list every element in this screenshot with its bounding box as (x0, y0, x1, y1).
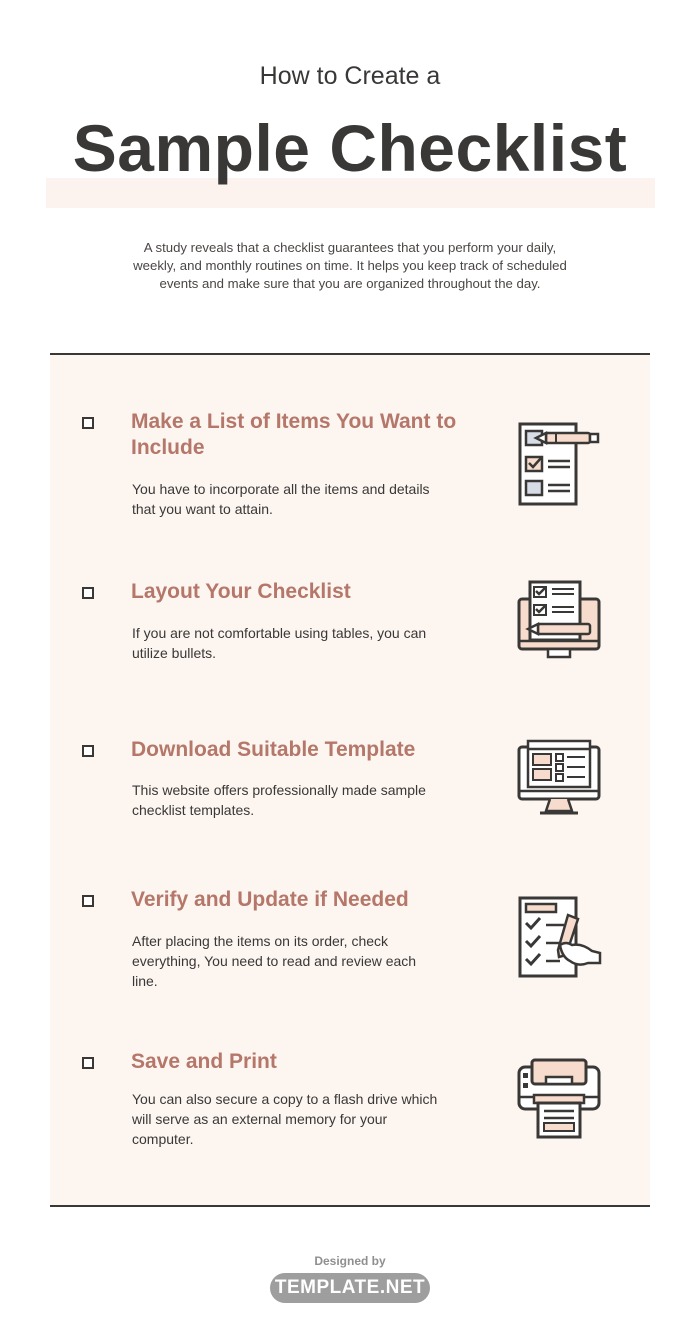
step-text: If you are not comfortable using tables, you can utilize bullets. (132, 625, 427, 661)
step-title: Layout Your Checklist (131, 580, 351, 603)
hand-pen-checklist-icon (516, 895, 602, 981)
step-text: You can also secure a copy to a flash drive which will serve as an external memory for your computer. (132, 1091, 438, 1147)
step-title: Download Suitable Template (131, 738, 416, 761)
monitor-template-icon (516, 737, 602, 823)
step-text: This website offers professionally made sample checklist templates. (132, 782, 426, 818)
checklist-pencil-icon (516, 421, 602, 507)
header-subtitle: How to Create a (259, 62, 441, 90)
step-checkbox[interactable] (82, 587, 94, 599)
step-title: Save and Print (131, 1050, 277, 1073)
printer-icon (516, 1057, 602, 1143)
step-title: Verify and Update if Needed (131, 888, 409, 911)
step-text: You have to incorporate all the items and details that you want to attain. (132, 481, 430, 517)
step-checkbox[interactable] (82, 745, 94, 757)
page-title: Sample Checklist (72, 111, 628, 185)
step-checkbox[interactable] (82, 1057, 94, 1069)
step-title: Make a List of Items You Want to Include (131, 410, 457, 459)
step-checkbox[interactable] (82, 895, 94, 907)
step-checkbox[interactable] (82, 417, 94, 429)
designed-by-label: Designed by (314, 1254, 386, 1268)
template-net-logo[interactable]: TEMPLATE.NET (274, 1277, 426, 1298)
checklist-panel (50, 353, 650, 1207)
intro-text: A study reveals that a checklist guarantees that you perform your daily, weekly, and monthly routines on time. It helps you keep track of scheduled events and make sure that you are organized throughout the day. (133, 240, 567, 291)
step-text: After placing the items on its order, check everything, You need to read and review each line. (132, 933, 417, 989)
monitor-checklist-icon (516, 579, 602, 665)
